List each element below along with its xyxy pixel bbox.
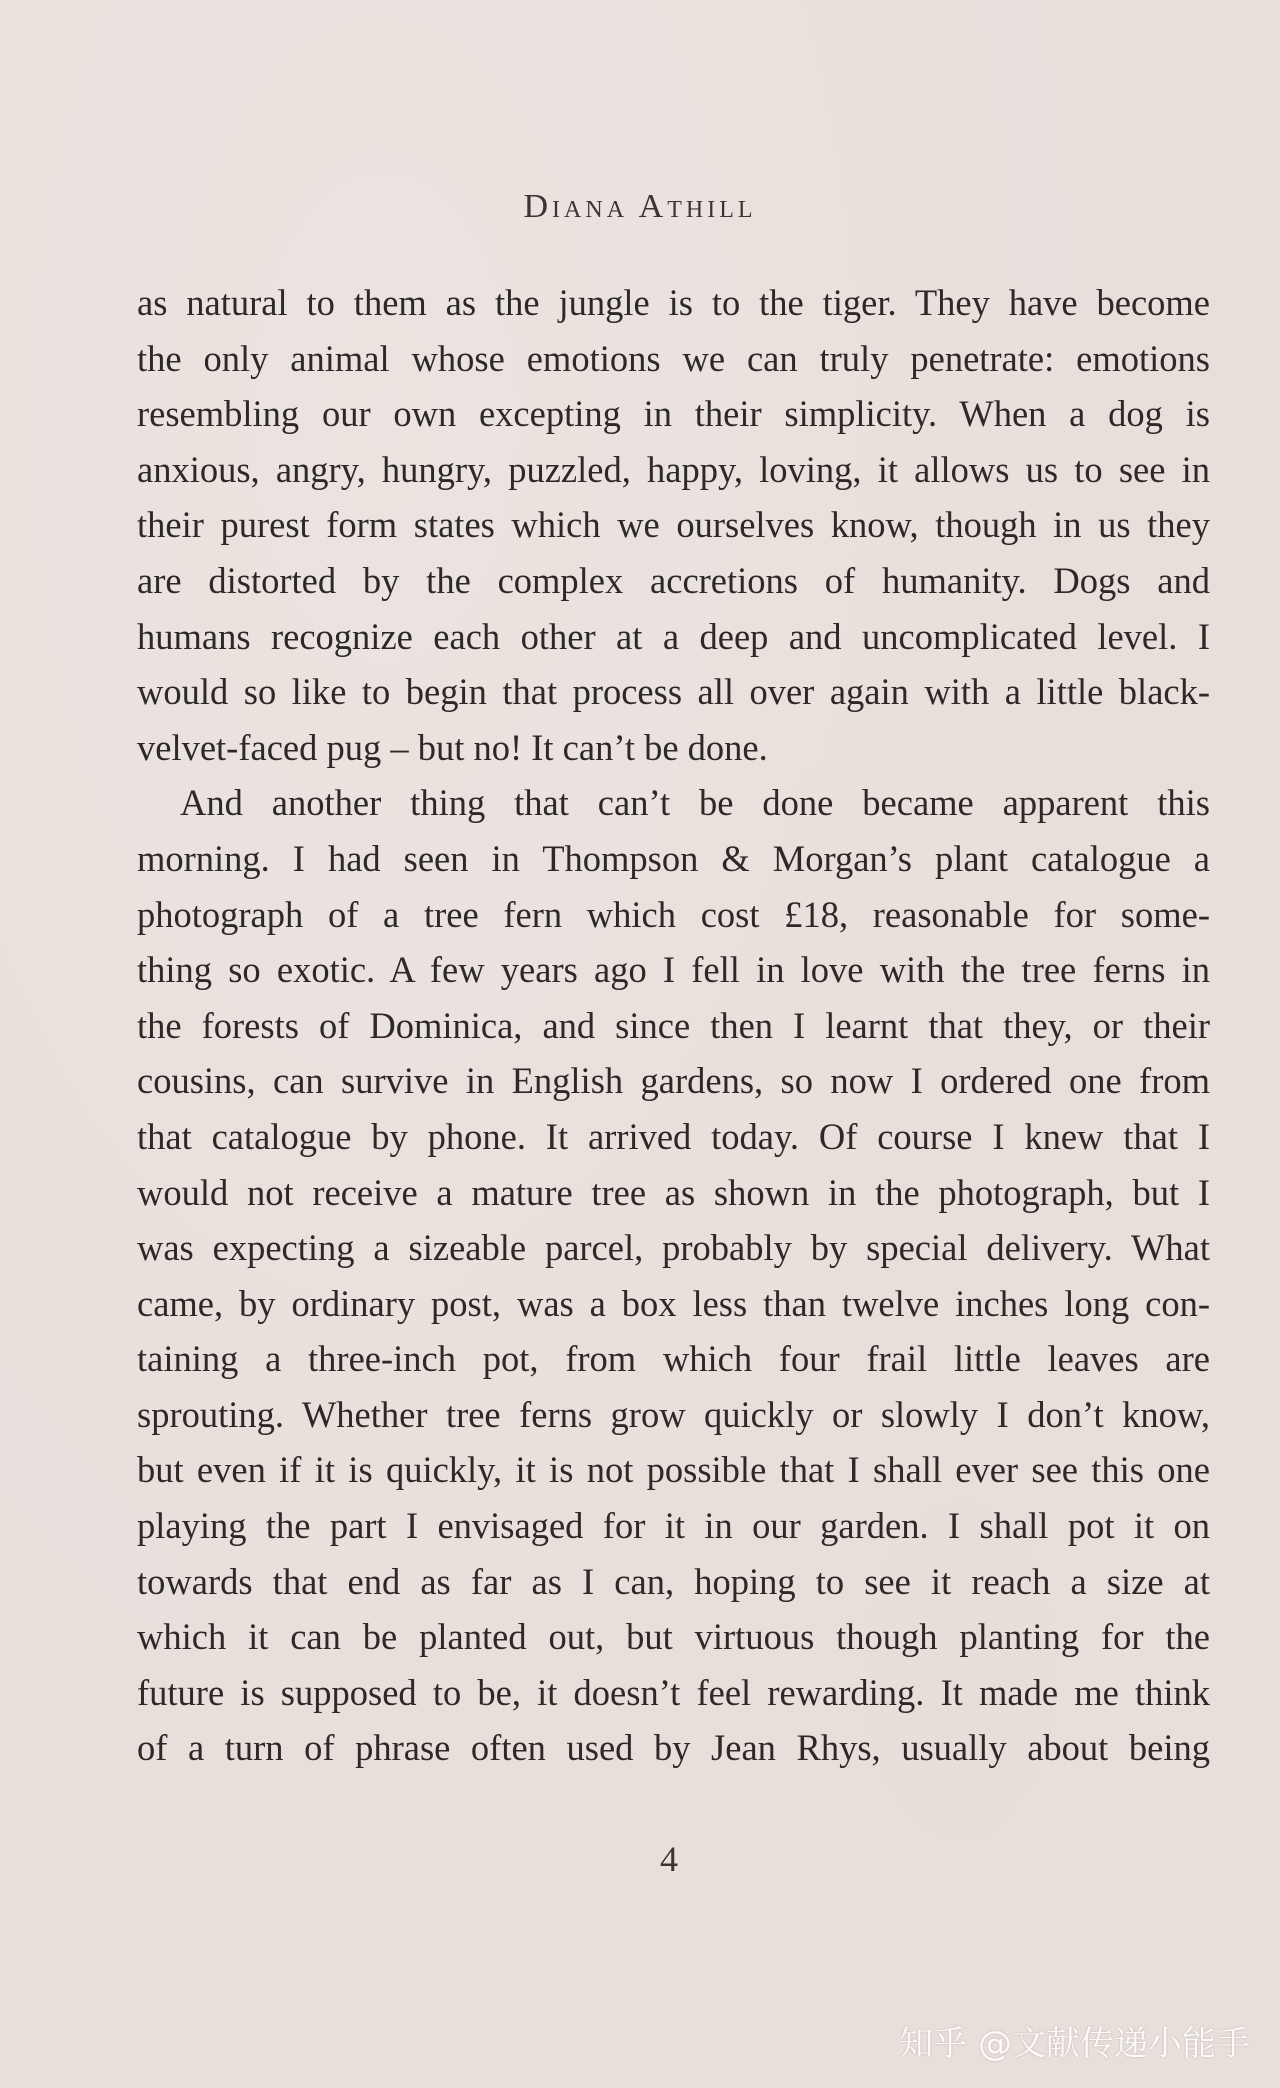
text-line: of a turn of phrase often used by Jean Rhys, usually about being [137,1727,1210,1769]
text-line: the forests of Dominica, and since then I learnt that they, or their [137,1004,1210,1046]
text-line: taining a three-inch pot, from which four frail little leaves are [137,1338,1210,1380]
text-line: thing so exotic. A few years ago I fell in love with the tree ferns in [137,949,1210,991]
text-line: future is supposed to be, it doesn’t feel rewarding. It made me think [137,1671,1210,1713]
text-line: would so like to begin that process all over again with a little black- [137,671,1210,713]
text-line: humans recognize each other at a deep and uncomplicated level. I [137,615,1210,657]
text-line: playing the part I envisaged for it in our garden. I shall pot it on [137,1505,1210,1547]
text-line: morning. I had seen in Thompson & Morgan’s plant catalogue a [137,837,1210,879]
text-line: photograph of a tree fern which cost £18, reasonable for some- [137,893,1210,935]
text-line: sprouting. Whether tree ferns grow quickly or slowly I don’t know, [137,1393,1210,1435]
text-line: but even if it is quickly, it is not possible that I shall ever see this one [137,1449,1210,1491]
page-number: 4 [660,1839,678,1879]
text-line: as natural to them as the jungle is to the tiger. They have become [137,282,1210,323]
text-line: anxious, angry, hungry, puzzled, happy, loving, it allows us to see in [137,448,1210,490]
running-head: Diana Athill [523,188,757,225]
text-line: towards that end as far as I can, hoping to see it reach a size at [137,1560,1210,1602]
text-line: cousins, can survive in English gardens, so now I ordered one from [137,1060,1210,1102]
text-line: their purest form states which we ourselves know, though in us they [137,504,1210,546]
body-text [137,275,1210,1776]
text-line: And another thing that can’t be done became apparent this [180,782,1210,824]
text-line: came, by ordinary post, was a box less than twelve inches long con- [137,1282,1210,1324]
text-line: velvet-faced pug – but no! It can’t be done. [137,726,768,768]
text-line: was expecting a sizeable parcel, probably by special delivery. What [137,1227,1210,1269]
text-line: that catalogue by phone. It arrived today. Of course I knew that I [137,1115,1210,1157]
text-line: are distorted by the complex accretions of humanity. Dogs and [137,559,1210,601]
text-line: the only animal whose emotions we can truly penetrate: emotions [137,337,1210,379]
text-line: resembling our own excepting in their simplicity. When a dog is [137,393,1210,435]
watermark-text: 知乎 @文献传递小能手 [899,2024,1250,2064]
text-line: would not receive a mature tree as shown in the photograph, but I [137,1171,1210,1213]
text-line: which it can be planted out, but virtuous though planting for the [137,1616,1210,1658]
